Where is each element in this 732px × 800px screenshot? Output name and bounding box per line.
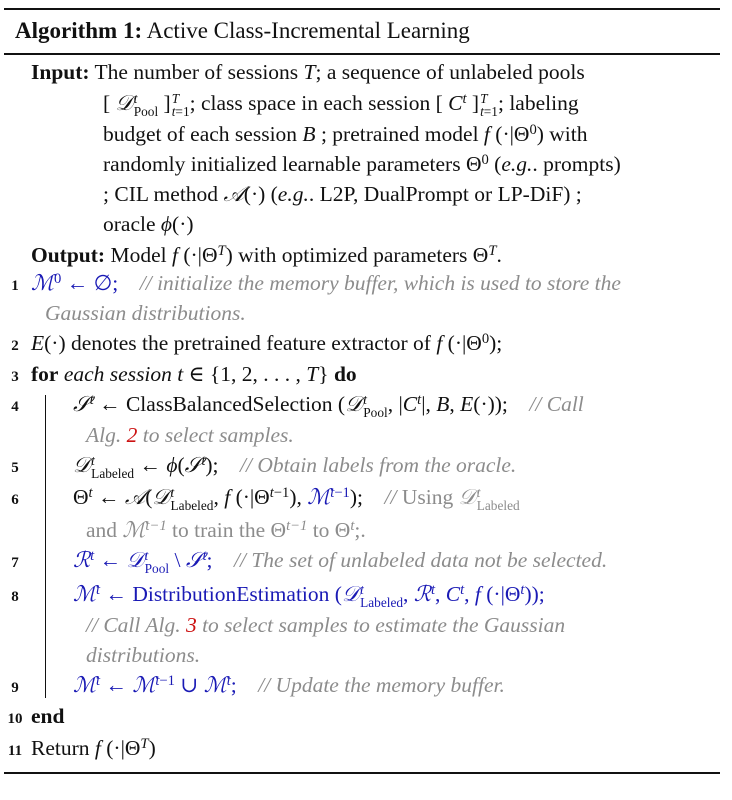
bottom-rule (4, 772, 720, 774)
line-number: 11 (7, 743, 23, 759)
input-line-3: budget of each session B ; pretrained model f $(\cdot|\Theta^0)$ with (103, 121, 588, 146)
algorithm-label: Algorithm 1: (15, 18, 143, 43)
line-number: 5 (11, 460, 19, 476)
input-line-5: ; CIL method 𝒜(·) (e.g.. L2P, DualPrompt or LP-DiF) ; (103, 182, 582, 207)
line-number: 2 (11, 338, 19, 354)
line-number: 4 (11, 399, 19, 415)
step-10: end (31, 704, 65, 728)
step-6-comment-cont: and ℳ$^{t-1}$ to train the $\Theta^{t-1}$ to $\Theta^t$;. (86, 517, 366, 543)
line-number: 3 (11, 369, 19, 385)
output-line: Output: Model f $(\cdot|\Theta^T)$ with optimized parameters $\Theta^T$. (31, 242, 502, 267)
input-line-2: [ 𝒟 t Pool ] T t=1 ; class space in each session [ $C^t$ ] T t=1 ; labeling (103, 90, 579, 120)
output-label: Output: (31, 243, 106, 267)
line-number: 6 (11, 492, 19, 508)
step-6: $\Theta^t$ ← 𝒜(𝒟 t Labeled , f $(\cdot|\Theta^{t-1})$, ℳ$^{t-1}$); // Using 𝒟 t Labeled (73, 484, 520, 514)
input-line-4: randomly initialized learnable parameters $\Theta^0$ (e.g.. prompts) (103, 151, 621, 176)
input-label: Input: (31, 60, 90, 84)
top-rule (4, 8, 720, 10)
line-number: 10 (7, 711, 23, 727)
step-4: 𝒮$^t$ ← ClassBalancedSelection (𝒟 t Pool , $|C^t|$, B, E(·)); // Call (73, 391, 584, 421)
step-8-comment-cont-2: distributions. (86, 643, 201, 667)
step-7: ℛ$^t$ ← 𝒟 t Pool \ 𝒮$^t$; // The set of unlabeled data not be selected. (73, 547, 608, 577)
step-9: ℳ$^t$ ← ℳ$^{t-1}$ ∪ ℳ$^t$; // Update the memory buffer. (73, 672, 505, 698)
input-line-1: Input: The number of sessions T; a sequence of unlabeled pools (31, 60, 585, 84)
step-8: ℳ$^t$ ← DistributionEstimation (𝒟 t Labeled , ℛ$^t$, $C^t$, f $(\cdot|\Theta^t)$); (73, 581, 545, 611)
algorithm-title (15, 15, 470, 47)
line-number: 8 (11, 589, 19, 605)
line-number: 9 (11, 680, 19, 696)
step-1: ℳ$^0$ ← ∅; // initialize the memory buffer, which is used to store the (31, 270, 621, 296)
loop-bar (45, 395, 46, 698)
step-5: 𝒟 t Labeled ← ϕ(𝒮$^t$); // Obtain labels from the oracle. (73, 452, 517, 482)
step-4-comment-cont: Alg. 2 to select samples. (86, 423, 294, 447)
step-11: Return f $(\cdot|\Theta^T)$ (31, 735, 156, 760)
step-8-comment-cont: // Call Alg. 3 to select samples to estimate the Gaussian (86, 613, 566, 637)
line-number: 7 (11, 555, 19, 571)
step-2: E(·) denotes the pretrained feature extractor of f $(\cdot|\Theta^0)$; (31, 330, 503, 355)
algorithm-name: Active Class-Incremental Learning (146, 18, 470, 43)
step-1-comment-cont: Gaussian distributions. (45, 301, 246, 325)
line-number: 1 (11, 278, 19, 294)
header-rule (4, 53, 720, 55)
input-line-6: oracle ϕ(·) (103, 212, 194, 236)
step-3: for each session t ∈ {1, 2, . . . , T} do (31, 362, 357, 386)
